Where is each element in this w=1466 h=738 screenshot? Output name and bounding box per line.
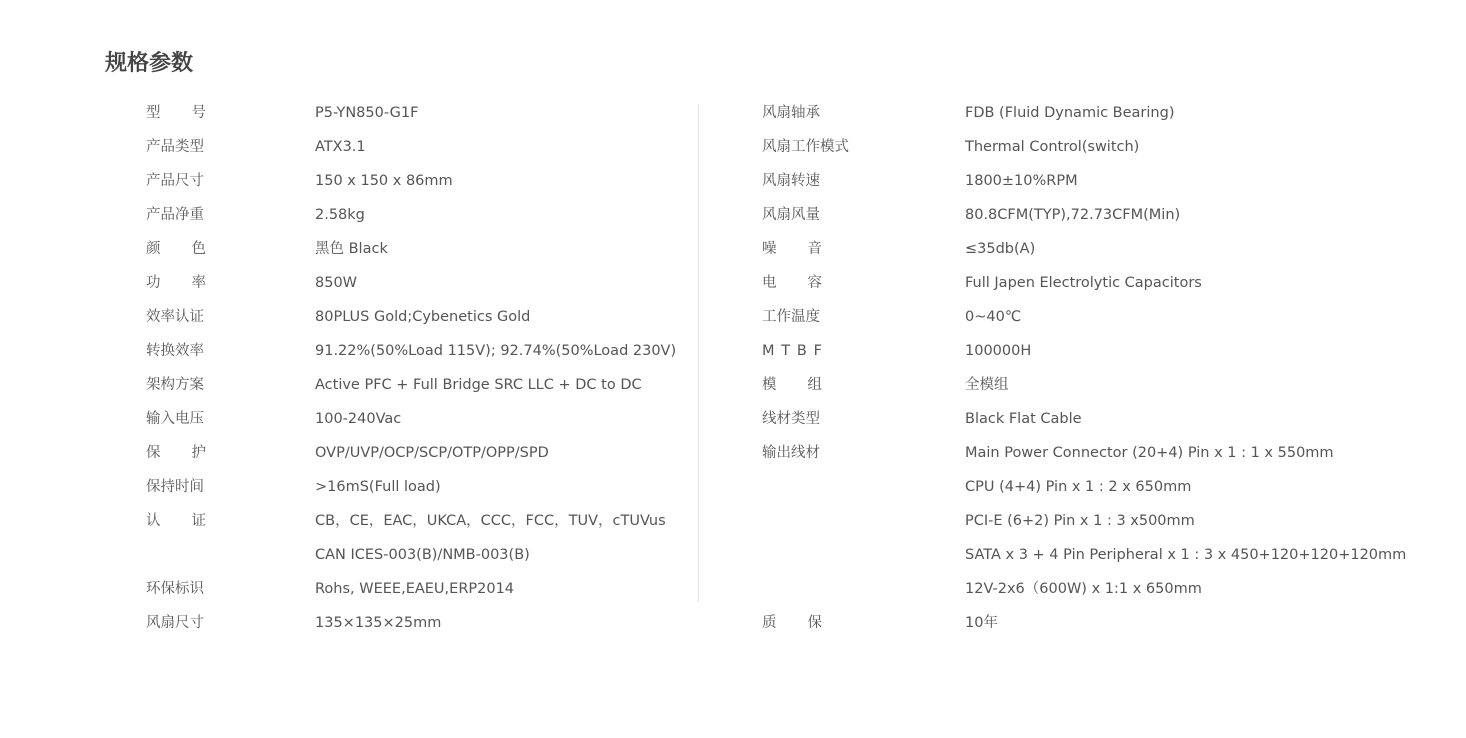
spec-value: Black Flat Cable bbox=[965, 411, 1082, 427]
spec-label: 保持时间 bbox=[146, 479, 204, 495]
spec-value: CAN ICES-003(B)/NMB-003(B) bbox=[315, 547, 530, 563]
spec-label: 效率认证 bbox=[146, 309, 204, 325]
spec-value: >16mS(Full load) bbox=[315, 479, 441, 495]
page-title: 规格参数 bbox=[105, 51, 194, 76]
spec-value: 80.8CFM(TYP),72.73CFM(Min) bbox=[965, 207, 1181, 223]
spec-label: 产品尺寸 bbox=[146, 173, 204, 189]
spec-label: 输入电压 bbox=[146, 411, 204, 427]
spec-label: 架构方案 bbox=[146, 377, 204, 393]
spec-value: 1800±10%RPM bbox=[965, 173, 1078, 189]
spec-label: 输出线材 bbox=[762, 445, 820, 461]
spec-value: Thermal Control(switch) bbox=[965, 139, 1140, 155]
spec-value: 100-240Vac bbox=[315, 411, 402, 427]
spec-label: M T B F bbox=[762, 343, 822, 359]
spec-label: 噪 音 bbox=[762, 241, 822, 257]
spec-value: 91.22%(50%Load 115V); 92.74%(50%Load 230V) bbox=[315, 343, 677, 359]
spec-value: CB，CE，EAC，UKCA，CCC，FCC，TUV，cTUVus bbox=[315, 513, 666, 529]
column-divider bbox=[698, 104, 699, 602]
spec-value: OVP/UVP/OCP/SCP/OTP/OPP/SPD bbox=[315, 445, 549, 461]
spec-value: 0~40℃ bbox=[965, 309, 1022, 325]
spec-value: 2.58kg bbox=[315, 207, 365, 223]
spec-value: 10年 bbox=[965, 615, 998, 631]
spec-value: 135×135×25mm bbox=[315, 615, 442, 631]
spec-value: FDB (Fluid Dynamic Bearing) bbox=[965, 105, 1175, 121]
spec-label: 工作温度 bbox=[762, 309, 820, 325]
spec-label: 转换效率 bbox=[146, 343, 204, 359]
spec-value: SATA x 3 + 4 Pin Peripheral x 1 : 3 x 450+120+120+120mm bbox=[965, 547, 1407, 563]
spec-value: 黑色 Black bbox=[315, 241, 388, 257]
spec-label: 风扇尺寸 bbox=[146, 615, 204, 631]
spec-label: 产品净重 bbox=[146, 207, 204, 223]
spec-label: 风扇转速 bbox=[762, 173, 820, 189]
spec-value: Main Power Connector (20+4) Pin x 1 : 1 x 550mm bbox=[965, 445, 1334, 461]
spec-label: 风扇风量 bbox=[762, 207, 820, 223]
spec-label: 产品类型 bbox=[146, 139, 204, 155]
spec-value: 150 x 150 x 86mm bbox=[315, 173, 453, 189]
spec-label: 颜 色 bbox=[146, 241, 206, 257]
spec-value: 80PLUS Gold;Cybenetics Gold bbox=[315, 309, 531, 325]
spec-label: 环保标识 bbox=[146, 581, 204, 597]
spec-value: Rohs, WEEE,EAEU,ERP2014 bbox=[315, 581, 515, 597]
spec-label: 模 组 bbox=[762, 377, 822, 393]
spec-value: Full Japen Electrolytic Capacitors bbox=[965, 275, 1202, 291]
spec-value: 100000H bbox=[965, 343, 1032, 359]
spec-value: Active PFC + Full Bridge SRC LLC + DC to DC bbox=[315, 377, 642, 393]
spec-value: PCI-E (6+2) Pin x 1 : 3 x500mm bbox=[965, 513, 1195, 529]
spec-value: CPU (4+4) Pin x 1 : 2 x 650mm bbox=[965, 479, 1192, 495]
spec-label: 风扇轴承 bbox=[762, 105, 820, 121]
spec-label: 线材类型 bbox=[762, 411, 820, 427]
spec-value: ATX3.1 bbox=[315, 139, 366, 155]
spec-value: P5-YN850-G1F bbox=[315, 105, 419, 121]
spec-label: 认 证 bbox=[146, 513, 206, 529]
spec-value: ≤35db(A) bbox=[965, 241, 1036, 257]
spec-label: 保 护 bbox=[146, 445, 206, 461]
spec-value: 全模组 bbox=[965, 377, 1009, 393]
spec-label: 型 号 bbox=[146, 105, 206, 121]
spec-label: 质 保 bbox=[762, 615, 822, 631]
spec-label: 电 容 bbox=[762, 275, 822, 291]
spec-value: 12V-2x6（600W) x 1:1 x 650mm bbox=[965, 581, 1202, 597]
spec-label: 功 率 bbox=[146, 275, 206, 291]
spec-value: 850W bbox=[315, 275, 358, 291]
spec-label: 风扇工作模式 bbox=[762, 139, 849, 155]
